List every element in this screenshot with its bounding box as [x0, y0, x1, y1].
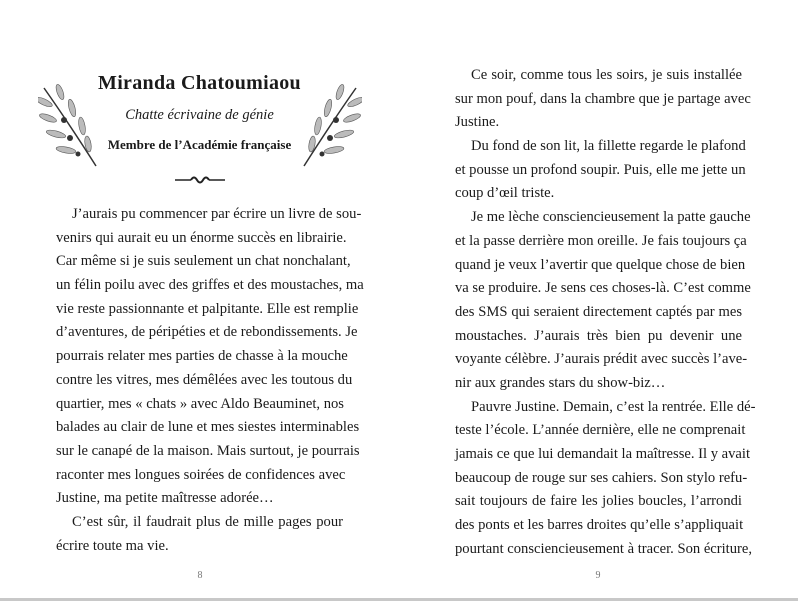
text-line: Pauvre Justine. Demain, c’est la rentrée. Elle dé-: [471, 398, 756, 415]
page-number: 8: [197, 570, 203, 581]
text-line: sur le canapé de la maison. Mais surtout, je pourrais: [56, 442, 360, 459]
text-line: va se produire. Je sens ces choses-là. C’est comme: [455, 280, 751, 297]
author-membership: Membre de l’Académie française: [107, 137, 292, 152]
text-line: Justine.: [455, 114, 500, 131]
text-line: voyante célèbre. J’aurais prédit avec succès l’ave-: [455, 351, 748, 368]
author-name: Miranda Chatoumiaou: [98, 72, 301, 94]
text-line: teste l’école. L’année dernière, elle ne comprenait: [455, 422, 746, 439]
text-line: moustaches. J’aurais très bien pu devenir une: [455, 327, 742, 344]
author-subtitle: Chatte écrivaine de génie: [125, 107, 274, 123]
body-text: [455, 64, 756, 561]
ornament-flourish-icon: [175, 174, 225, 186]
text-line: Du fond de son lit, la fillette regarde le plafond: [471, 138, 746, 155]
text-line: coup d’œil triste.: [455, 185, 555, 202]
text-line: contre les vitres, mes démêlées avec les toutous du: [56, 371, 353, 388]
text-line: sur mon pouf, dans la chambre que je partage avec: [455, 90, 751, 107]
text-line: pourrais relater mes parties de chasse à la mouche: [56, 348, 348, 365]
text-line: Justine, ma petite maîtresse adorée…: [56, 490, 274, 507]
text-line: des SMS qui seraient directement captés par mes: [455, 303, 742, 320]
page-number: 9: [595, 570, 601, 581]
text-line: Ce soir, comme tous les soirs, je suis installée: [471, 67, 742, 83]
left-page: [0, 0, 399, 598]
text-line: nir aux grandes stars du show-biz…: [455, 374, 666, 391]
right-page: [399, 0, 798, 598]
text-line: vie reste passionnante et palpitante. Elle est remplie: [56, 300, 359, 317]
text-line: et pousse un profond soupir. Puis, elle me jette un: [455, 161, 746, 178]
text-line: Car même si je suis seulement un chat nonchalant,: [56, 253, 351, 270]
laurel-branch-icon: [300, 82, 362, 172]
text-line: écrire toute ma vie.: [56, 537, 169, 554]
text-line: raconter mes longues soirées de confidences avec: [56, 466, 346, 483]
text-line: un félin poilu avec des griffes et des moustaches, ma: [56, 277, 364, 294]
text-line: d’aventures, de péripéties et de rebondissements. Je: [56, 324, 358, 341]
text-line: jamais ce que lui demandait la maîtresse. Il y avait: [455, 446, 751, 462]
laurel-branch-icon: [38, 82, 100, 172]
text-line: C’est sûr, il faudrait plus de mille pages pour: [72, 513, 343, 530]
text-line: balades au clair de lune et mes siestes interminables: [56, 419, 360, 436]
text-line: Je me lèche consciencieusement la patte gauche: [471, 209, 751, 226]
text-line: quartier, mes « chats » avec Aldo Beauminet, nos: [56, 395, 344, 412]
text-line: quand je veux l’avertir que quelque chose de bien: [455, 256, 746, 273]
text-line: des ponts et les barres droites qu’elle s’appliquait: [455, 517, 744, 534]
text-line: et la passe derrière mon oreille. Je fais toujours ça: [455, 232, 747, 249]
text-line: sait toujours de faire les jolies boucles, l’arrondi: [455, 493, 742, 510]
text-line: J’aurais pu commencer par écrire un livre de sou-: [72, 206, 362, 222]
text-line: pourtant consciencieusement à tracer. Son écriture,: [455, 540, 753, 557]
text-line: beaucoup de rouge sur ses cahiers. Son stylo refu-: [455, 469, 748, 486]
body-text: [56, 203, 364, 558]
text-line: venirs qui aurait eu un énorme succès en librairie.: [56, 229, 347, 246]
